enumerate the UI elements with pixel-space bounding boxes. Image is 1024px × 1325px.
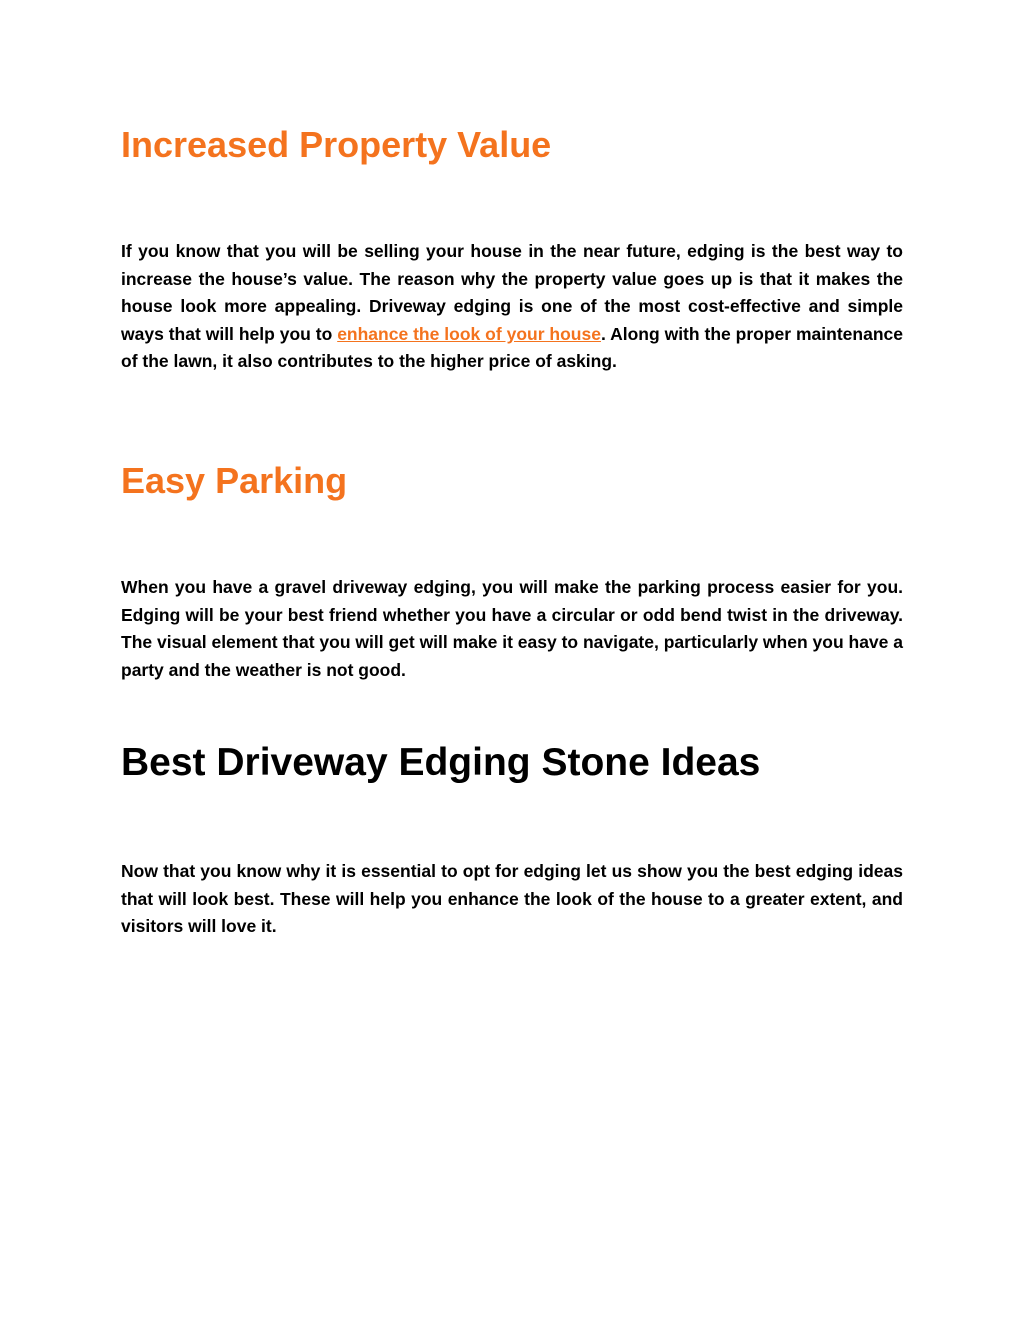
paragraph-best-driveway-edging-stone-ideas: Now that you know why it is essential to opt for edging let us show you the best edging ideas that will look best. These will help you enhance the look of the house to a greater extent, and visitors will love it. [121,861,903,937]
paragraph-text-before-link: If you know that you will be selling your house in the near future, edging is the best way to increase the house’s value. The reason why the property value goes up is that it makes the house look more appealing. Driveway edging is one of the most cost-effective and simple ways that will help you to [121,241,903,344]
paragraph-easy-parking: When you have a gravel driveway edging, you will make the parking process easier for you. Edging will be your best friend whether you have a circular or odd bend twist in the driveway. The visual element that you will get will make it easy to navigate, particularly when you have a party and the weather is not good. [121,577,903,680]
enhance-look-link[interactable]: enhance the look of your house [337,323,601,344]
heading-best-driveway-edging-stone-ideas: Best Driveway Edging Stone Ideas [121,741,761,784]
heading-easy-parking: Easy Parking [121,460,348,501]
heading-increased-property-value: Increased Property Value [121,124,552,165]
paragraph-increased-property-value [121,238,903,376]
paragraph-text-after-link: . Along with the proper maintenance of the lawn, it also contributes to the higher price of asking. [121,323,903,372]
